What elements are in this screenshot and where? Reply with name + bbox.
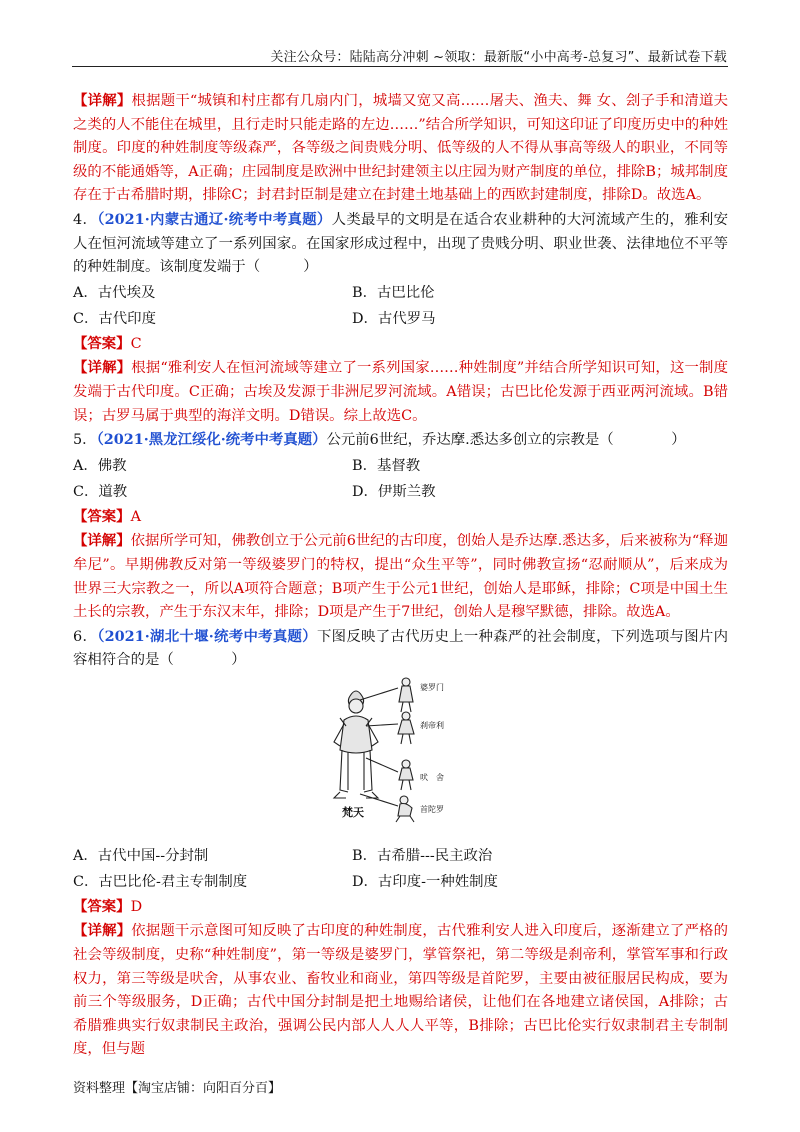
q6-option-a: A．古代中国--分封制 (73, 847, 209, 864)
q6-option-b: B．古希腊---民主政治 (352, 847, 493, 864)
q4-detail (73, 356, 728, 428)
label-brahma: 梵天 (342, 805, 364, 819)
q5-detail-text: 依据所学可知，佛教创立于公元前6世纪的古印度，创始人是乔达摩.悉达多，后来被称为“释迦牟尼”。早期佛教反对第一等级婆罗门的特权，提出“众生平等”，同时佛教宣扬“忍耐顺从”，后来成为世界三大宗教之一，所以A项符合题意；B项产生于公元1世纪，创始人是耶稣，排除；C项是中国土生土长的宗教，产生于东汉末年，排除；D项是产生于7世纪，创始人是穆罕默德，排除。故选A。 (73, 533, 728, 621)
label-shudra: 首陀罗 (420, 804, 444, 814)
q4-number: 4． (73, 211, 98, 228)
page-footer: 资料整理【淘宝店铺：向阳百分百】 (73, 1081, 282, 1096)
q5-option-d: D．伊斯兰教 (352, 483, 436, 500)
q4-option-a: A．古代埃及 (73, 284, 156, 301)
q5-answer-tag: 【答案】 (73, 507, 131, 525)
q6-option-d: D．古印度-一种姓制度 (352, 873, 498, 890)
q4-answer-value: C (130, 335, 142, 352)
q6-options-row-1 (73, 843, 728, 869)
kshatriya-figure-icon (398, 712, 414, 744)
q4-option-c: C．古代印度 (73, 310, 156, 327)
q6-options-row-2 (73, 869, 728, 895)
q6-option-c: C．古巴比伦-君主专制制度 (73, 873, 248, 890)
q5-answer-value: A (130, 508, 141, 525)
header-divider (72, 66, 728, 67)
q5-option-c: C．道教 (73, 483, 128, 500)
q5-option-a: A．佛教 (73, 457, 127, 474)
q4-stem (73, 208, 728, 280)
q5-options-row-2 (73, 479, 728, 505)
q5-stem-text: 公元前6世纪，乔达摩.悉达多创立的宗教是（ ） (326, 432, 686, 449)
page-header: 关注公众号：陆陆高分冲刺 ~领取：最新版“小中高考-总复习”、最新试卷下载 (270, 50, 727, 65)
q3-detail-text: 根据题干“城镇和村庄都有几扇内门，城墙又宽又高……屠夫、渔夫、舞 女、刽子手和清道夫之类的人不能住在城里，且行走时只能走路的左边……”结合所学知识，可知这印证了印度历史中的种姓制度。印度的种姓制度等级森严，各等级之间贵贱分明、低等级的人不得从事高等级人的职业，不同等级的不能通婚等，A正确；庄园制度是欧洲中世纪封建领主以庄园为财产制度的单位，排除B；城邦制度存在于古希腊时期，排除C；封君封臣制是建立在封建土地基础上的西欧封建制度，排除D。故选A。 (73, 93, 728, 204)
q3-detail-tag: 【详解】 (73, 92, 132, 109)
brahman-figure-icon (399, 678, 413, 712)
caste-system-figure (73, 673, 728, 843)
q4-options-row-1 (73, 280, 728, 306)
label-kshatriya: 刹帝利 (420, 720, 444, 730)
q6-answer-tag: 【答案】 (73, 897, 131, 915)
q6-answer (73, 895, 728, 920)
vaishya-figure-icon (399, 760, 413, 790)
q6-stem (73, 625, 728, 673)
q4-answer (73, 332, 728, 357)
q4-option-b: B．古巴比伦 (352, 284, 435, 301)
q4-stem-text: 人类最早的文明是在适合农业耕种的大河流域产生的，雅利安人在恒河流域等建立了一系列国家。在国家形成过程中，出现了贵贱分明、职业世袭、法律地位不平等的种姓制度。该制度发端于（ ） (73, 211, 728, 276)
q5-detail-tag: 【详解】 (73, 532, 131, 550)
q5-source: （2021·黑龙江绥化·统考中考真题） (96, 431, 327, 449)
label-brahman: 婆罗门 (420, 682, 444, 692)
q6-source: （2021·湖北十堰·统考中考真题） (97, 627, 317, 645)
q6-number: 6． (73, 628, 98, 645)
q5-detail (73, 529, 728, 624)
q6-detail-tag: 【详解】 (73, 922, 132, 940)
q6-detail-text: 依据题干示意图可知反映了古印度的种姓制度，古代雅利安人进入印度后，逐渐建立了严格的社会等级制度，史称“种姓制度”，第一等级是婆罗门，掌管祭祀，第二等级是刹帝利，掌管军事和行政权力，第三等级是吠舍，从事农业、畜牧业和商业，第四等级是首陀罗，主要由被征服居民构成，要为前三个等级服务，D正确；古代中国分封制是把土地赐给诸侯，让他们在各地建立诸侯国，A排除；古希腊雅典实行奴隶制民主政治，强调公民内部人人人人平等，B排除；古巴比伦实行奴隶制君主专制制度，但与题 (73, 923, 728, 1058)
q4-detail-text: 根据“雅利安人在恒河流域等建立了一系列国家……种姓制度”并结合所学知识可知，这一制度发端于古代印度。C正确；古埃及发源于非洲尼罗河流域。A错误；古巴比伦发源于西亚两河流域。B错误；古罗马属于典型的海洋文明。D错误。综上故选C。 (73, 360, 728, 424)
q6-detail (73, 919, 728, 1062)
document-body (73, 89, 728, 1062)
q5-number: 5． (73, 432, 97, 449)
q6-answer-value: D (130, 898, 143, 915)
q5-stem (73, 428, 728, 453)
q5-answer (73, 505, 728, 530)
label-vaishya: 吠 舍 (420, 772, 444, 782)
q4-answer-tag: 【答案】 (73, 334, 131, 352)
q4-detail-tag: 【详解】 (73, 359, 132, 377)
shudra-figure-icon (396, 796, 414, 822)
q4-source: （2021·内蒙古通辽·统考中考真题） (97, 210, 332, 228)
q5-options-row-1 (73, 453, 728, 479)
brahma-figure-icon (334, 691, 378, 798)
q4-options-row-2 (73, 306, 728, 332)
q4-option-d: D．古代罗马 (352, 310, 436, 327)
caste-illustration (326, 676, 476, 836)
q6-stem-text: 下图反映了古代历史上一种森严的社会制度，下列选项与图片内容相符合的是（ ） (73, 628, 729, 669)
q5-option-b: B．基督教 (352, 457, 421, 474)
q3-detail (73, 89, 728, 208)
